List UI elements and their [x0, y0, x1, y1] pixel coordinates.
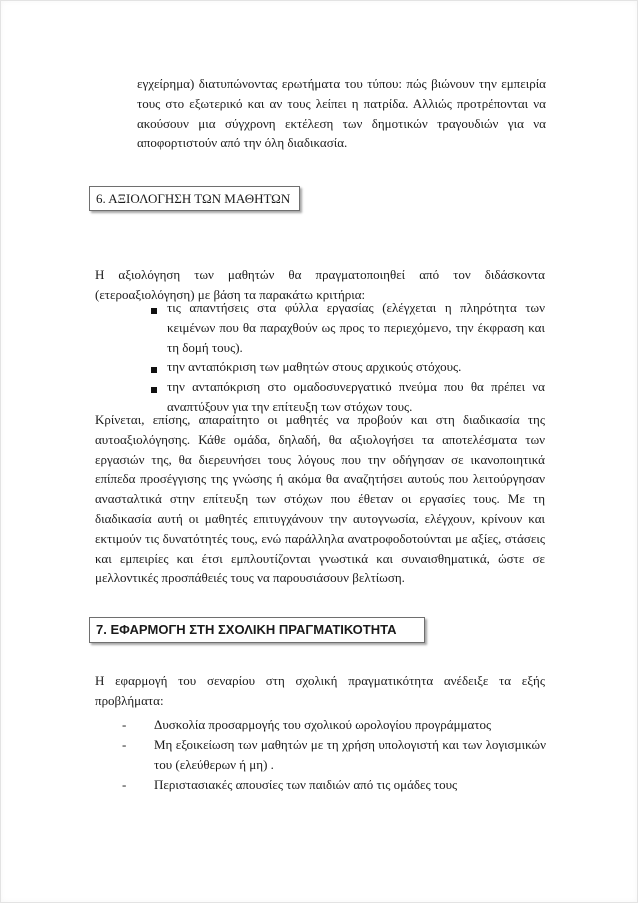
problem-item-1: Δυσκολία προσαρμογής του σχολικού ωρολογίου προγράμματος: [154, 717, 492, 732]
square-bullet-icon: [151, 308, 157, 314]
section-6-heading: 6. ΑΞΙΟΛΟΓΗΣΗ ΤΩΝ ΜΑΘΗΤΩΝ: [89, 186, 300, 211]
dash-marker: -: [122, 737, 127, 752]
section-7-intro-paragraph: Η εφαρμογή του σεναρίου στη σχολική πραγματικότητα ανέδειξε τα εξής προβλήματα:: [95, 673, 545, 708]
intro-paragraph: εγχείρημα) διατυπώνοντας ερωτήματα του τύπου: πώς βιώνουν την εμπειρία τους στο εξωτερικό και αν τους λείπει η πατρίδα. Αλλιώς προτρέπονται να ακούσουν μια σύγχρονη εκτέλεση των δημοτικών τραγουδιών για να αποφορτιστούν από την όλη διαδικασία.: [137, 76, 546, 151]
section-7-heading: 7. ΕΦΑΡΜΟΓΗ ΣΤΗ ΣΧΟΛΙΚΗ ΠΡΑΓΜΑΤΙΚΟΤΗΤΑ: [89, 617, 425, 643]
section-6-body-paragraph: Κρίνεται, επίσης, απαραίτητο οι μαθητές να προβούν και στη διαδικασία της αυτοαξιολόγησης. Κάθε ομάδα, δηλαδή, θα αξιολογήσει τα αποτελέσματα των εργασιών της, θα διερευνήσει τους λόγους που την οδήγησαν σε ικανοποιητικά επίπεδα προσέγγισης της γνώσης ή ακόμα θα αναζητήσει αυτούς που λειτούργησαν ανασταλτικά στην επίτευξη των στόχων που έθεταν οι εργασίες τους. Με τη διαδικασία αυτή οι μαθητές επιτυγχάνουν την αυτογνωσία, ελέγχουν, κρίνουν και εκτιμούν τις δυνατότητές τους, ενώ παράλληλα ανατροφοδοτούνται με αξίες, στάσεις και εμπειρίες και έτσι εμπλουτίζονται γνωστικά και συναισθηματικά, ώστε σε μελλοντικές προσπάθειές τους να παρουσιάσουν βελτίωση.: [95, 412, 545, 586]
square-bullet-icon: [151, 367, 157, 373]
dash-marker: -: [122, 777, 127, 792]
dash-marker: -: [122, 717, 127, 732]
section-6-intro-paragraph: Η αξιολόγηση των μαθητών θα πραγματοποιηθεί από τον διδάσκοντα (ετεροαξιολόγηση) με βάση τα παρακάτω κριτήρια:: [95, 267, 545, 302]
square-bullet-icon: [151, 387, 157, 393]
criteria-item-3: την ανταπόκριση στο ομαδοσυνεργατικό πνεύμα που θα πρέπει να αναπτύξουν για την επίτευξη των στόχων τους.: [167, 379, 545, 414]
problem-item-3: Περιστασιακές απουσίες των παιδιών από τις ομάδες τους: [154, 777, 458, 792]
problem-item-2: Μη εξοικείωση των μαθητών με τη χρήση υπολογιστή και των λογισμικών του (ελεύθερων ή μη) .: [154, 737, 546, 772]
criteria-item-1: τις απαντήσεις στα φύλλα εργασίας (ελέγχεται η πληρότητα των κειμένων που θα παραχθούν ως προς το περιεχόμενο, την έκφραση και τη δομή τους).: [167, 300, 545, 355]
criteria-item-2: την ανταπόκριση των μαθητών στους αρχικούς στόχους.: [167, 359, 462, 374]
